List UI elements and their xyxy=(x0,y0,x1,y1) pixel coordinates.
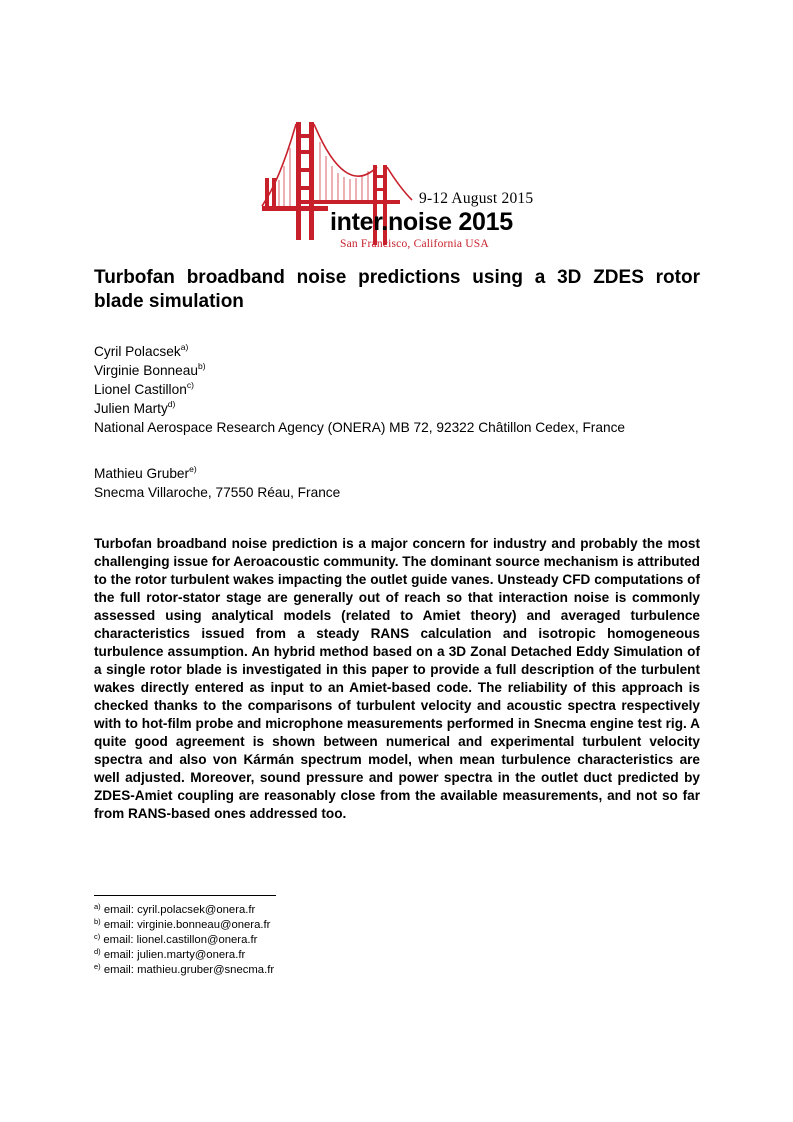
abstract: Turbofan broadband noise prediction is a major concern for industry and probably the most challenging issue for Aeroacoustic community. The dominant source mechanism is attributed to the rotor turbulent wakes impacting the outlet guide vanes. Unsteady CFD computations of the full rotor-stator stage are generally out of reach so that interaction noise is commonly assessed using analytical models (related to Amiet theory) and averaged turbulence characteristics issued from a steady RANS calculation and isotropic homogeneous turbulence assumption. An hybrid method based on a 3D Zonal Detached Eddy Simulation of a single rotor blade is investigated in this paper to provide a full description of the turbulent wakes directly entered as input to an Amiet-based code. The reliability of this approach is checked thanks to the comparisons of turbulent velocity and acoustic spectra respectively with to hot-film probe and microphone measurements performed in Snecma engine test rig. A quite good agreement is shown between numerical and experimental turbulent velocity spectra and also von Kármán spectrum model, when mean turbulence characteristics are well adjusted. Moreover, sound pressure and power spectra in the outlet duct predicted by ZDES-Amiet coupling are reasonably close from the available measurements, and not so far from RANS-based ones addressed too. xyxy=(94,536,700,821)
spacer xyxy=(94,437,734,464)
footnote-mark: a) xyxy=(94,902,101,911)
footnote xyxy=(94,933,494,948)
author-name: Julien Marty xyxy=(94,401,168,416)
footnote-mark: e) xyxy=(94,962,101,971)
conference-logo xyxy=(260,120,540,255)
conference-location: San Francisco, California USA xyxy=(340,238,489,250)
footnotes xyxy=(94,903,494,978)
footnote-email: email: lionel.castillon@onera.fr xyxy=(103,934,258,946)
footnote-email: email: julien.marty@onera.fr xyxy=(103,949,246,961)
author-line xyxy=(94,399,734,418)
author-line xyxy=(94,464,734,483)
footnote xyxy=(94,963,494,978)
footnote-mark: b) xyxy=(198,361,206,371)
conference-date: 9-12 August 2015 xyxy=(419,190,534,207)
footnote xyxy=(94,948,494,963)
author-name: Virginie Bonneau xyxy=(94,363,199,378)
footnote xyxy=(94,903,494,918)
author-name: Cyril Polacsek xyxy=(94,344,181,359)
author-line xyxy=(94,361,734,380)
footnote-email: email: mathieu.gruber@snecma.fr xyxy=(103,964,275,976)
affiliation: National Aerospace Research Agency (ONERA) MB 72, 92322 Châtillon Cedex, France xyxy=(94,420,626,435)
author-block xyxy=(94,342,734,502)
conference-name: inter.noise 2015 xyxy=(330,208,513,236)
footnote xyxy=(94,918,494,933)
footnote-mark: c) xyxy=(94,932,101,941)
author-name: Lionel Castillon xyxy=(94,382,187,397)
footnote-mark: c) xyxy=(186,380,194,390)
affiliation: Snecma Villaroche, 77550 Réau, France xyxy=(94,485,341,500)
footnote-mark: b) xyxy=(94,917,101,926)
footnote-mark: e) xyxy=(189,464,197,474)
author-line xyxy=(94,380,734,399)
footnote-mark: d) xyxy=(167,399,176,409)
footnote-mark: a) xyxy=(180,342,189,352)
footnote-separator xyxy=(94,895,276,896)
footnote-email: email: cyril.polacsek@onera.fr xyxy=(103,904,256,916)
footnote-email: email: virginie.bonneau@onera.fr xyxy=(103,919,271,931)
author-line xyxy=(94,342,734,361)
author-name: Mathieu Gruber xyxy=(94,466,190,481)
footnote-mark: d) xyxy=(94,947,101,956)
paper-title: Turbofan broadband noise predictions using a 3D ZDES rotor blade simulation xyxy=(94,267,700,312)
